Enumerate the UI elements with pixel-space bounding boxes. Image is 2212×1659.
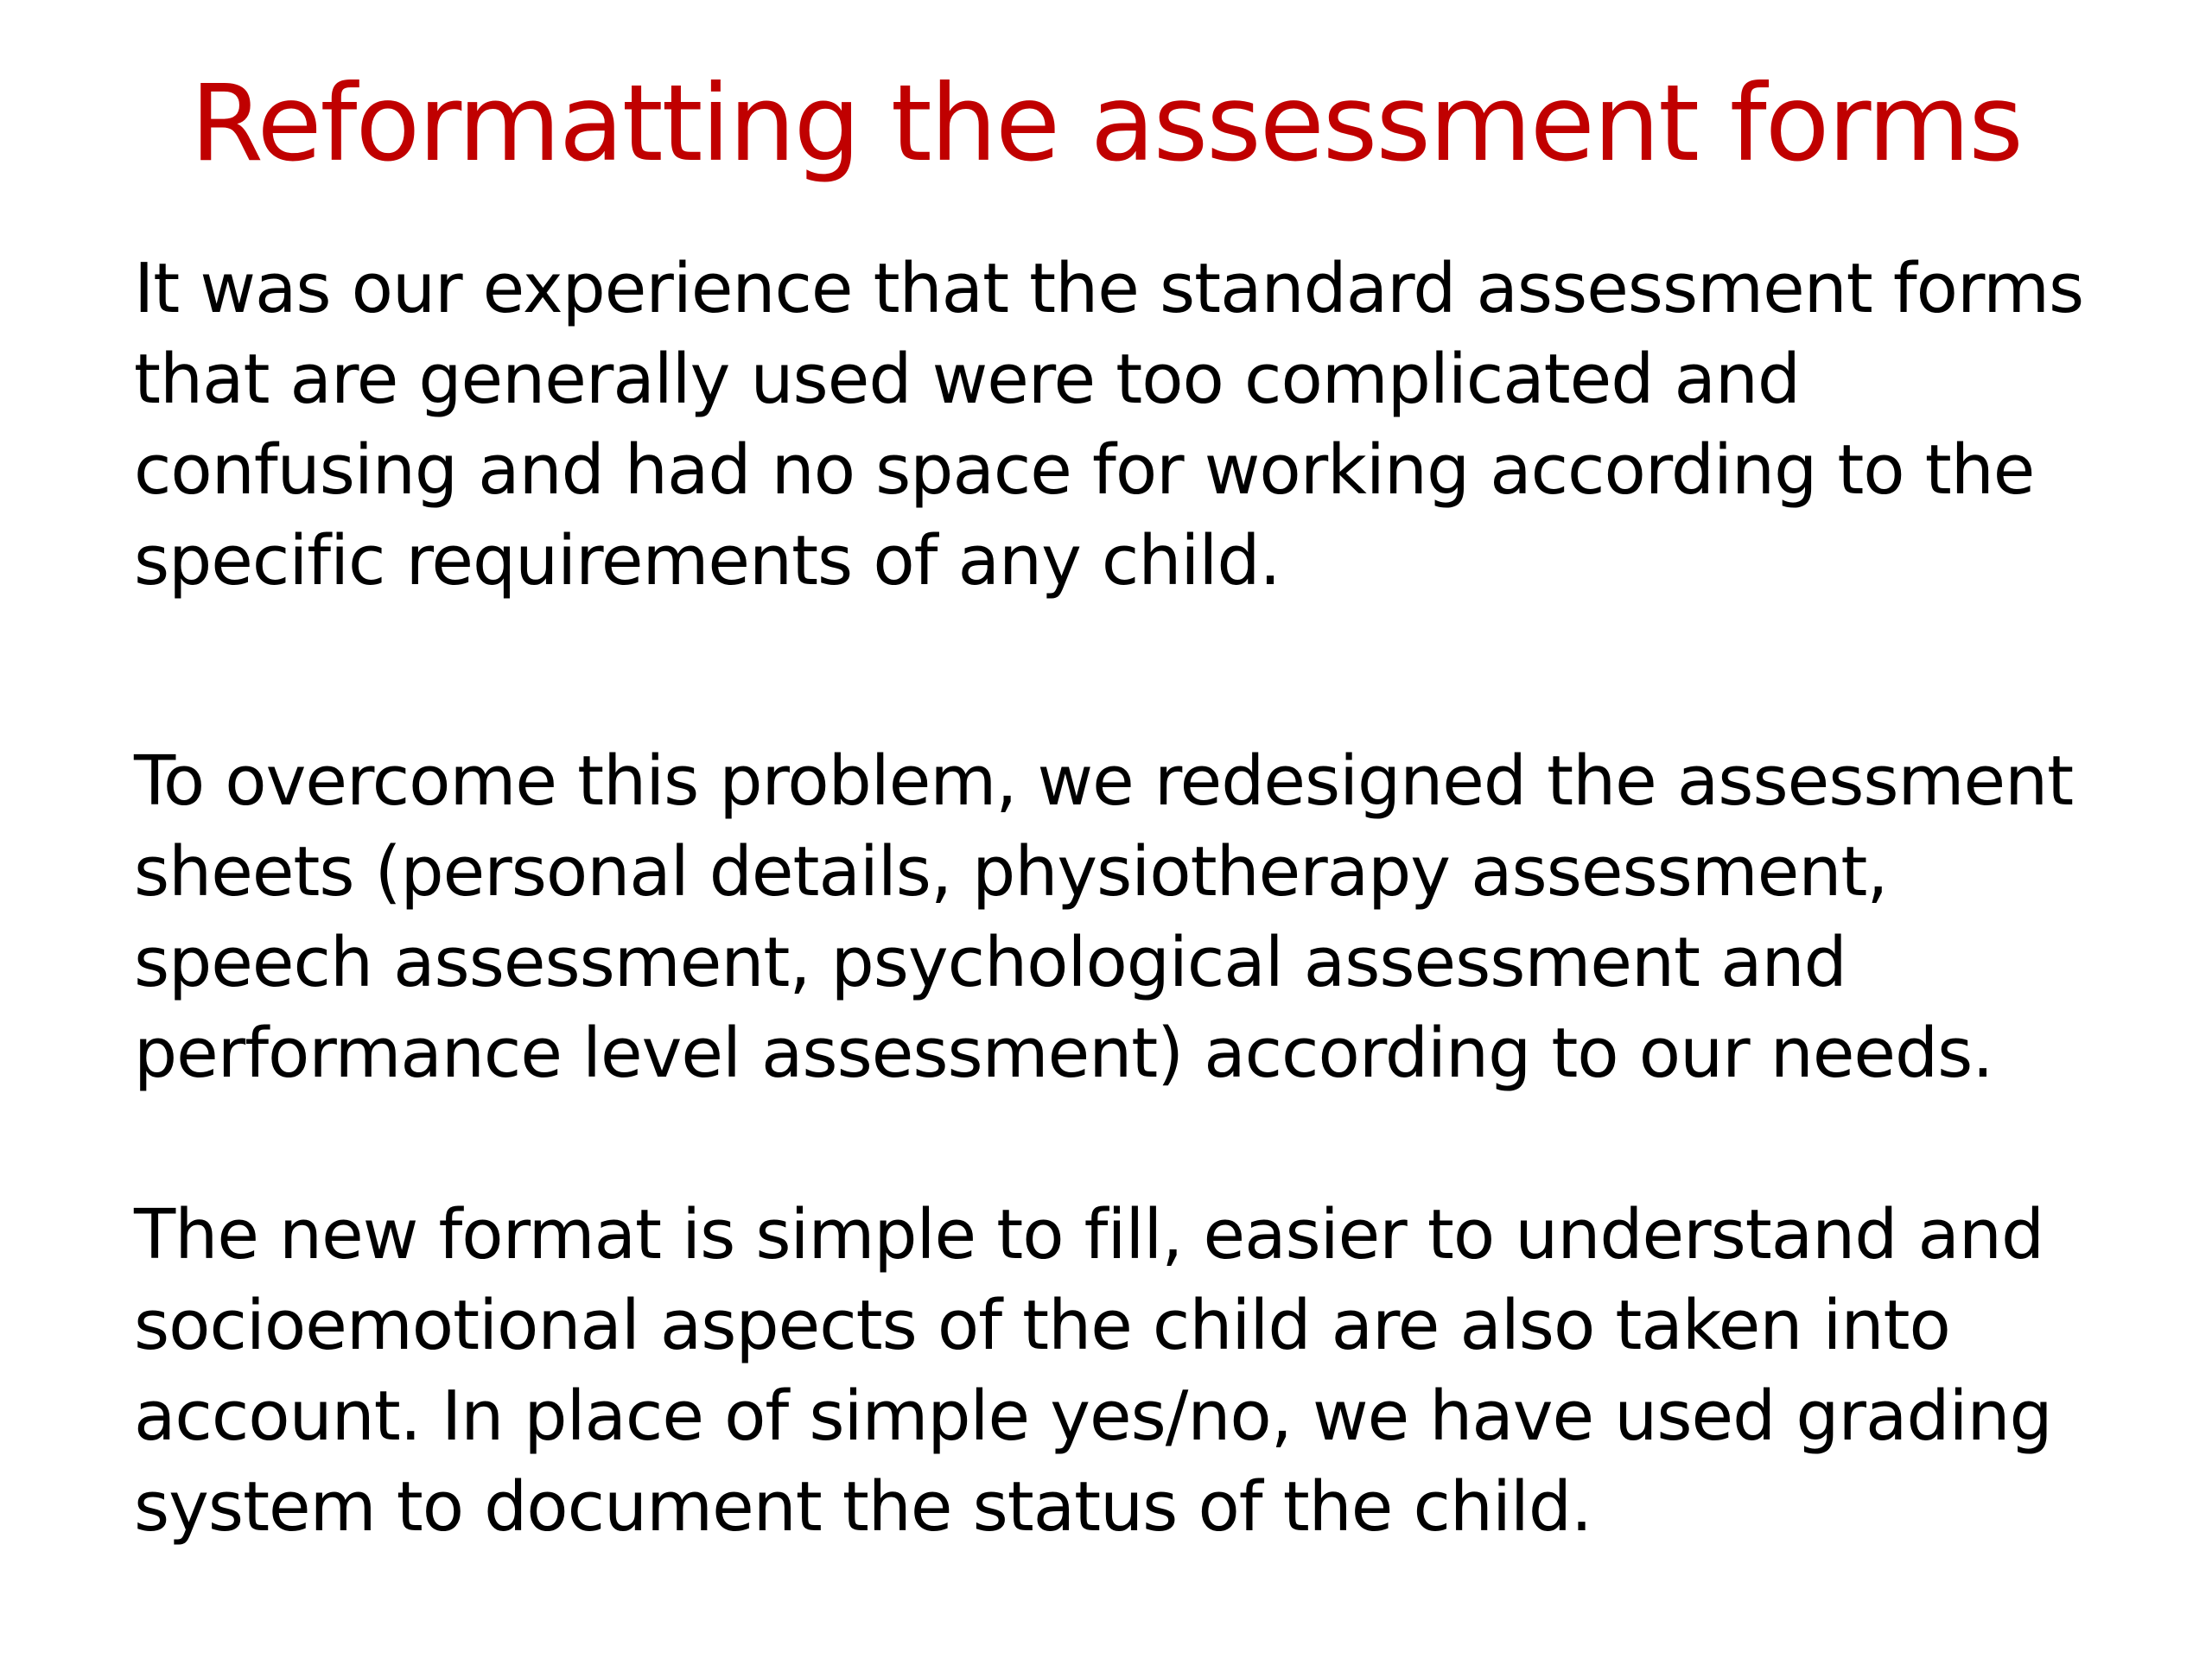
paragraph-line: specific requirements of any child. bbox=[134, 521, 1281, 601]
paragraph-line: speech assessment, psychological assessment and bbox=[134, 923, 1847, 1002]
paragraph-line: The new format is simple to fill, easier to understand and bbox=[134, 1195, 2044, 1274]
paragraph-redesign bbox=[134, 736, 2113, 1099]
paragraph-line: sheets (personal details, physiotherapy assessment, bbox=[134, 832, 1888, 912]
paragraph-line: To overcome this problem, we redesigned the assessment bbox=[134, 741, 2074, 821]
paragraph-line: It was our experience that the standard assessment forms bbox=[134, 249, 2084, 328]
slide-body bbox=[134, 244, 2113, 1553]
paragraph-line: account. In place of simple yes/no, we have used grading bbox=[134, 1376, 2052, 1456]
slide-title: Reformatting the assessment forms bbox=[190, 62, 2022, 185]
paragraph-line: performance level assessment) according to our needs. bbox=[134, 1014, 1993, 1093]
paragraph-line: that are generally used were too complicated and bbox=[134, 340, 1801, 419]
paragraph-line: system to document the status of the child. bbox=[134, 1467, 1592, 1547]
paragraph-experience bbox=[134, 244, 2113, 607]
paragraph-new-format bbox=[134, 1190, 2113, 1553]
paragraph-line: socioemotional aspects of the child are also taken into bbox=[134, 1286, 1950, 1365]
paragraph-line: confusing and had no space for working according to the bbox=[134, 430, 2035, 510]
